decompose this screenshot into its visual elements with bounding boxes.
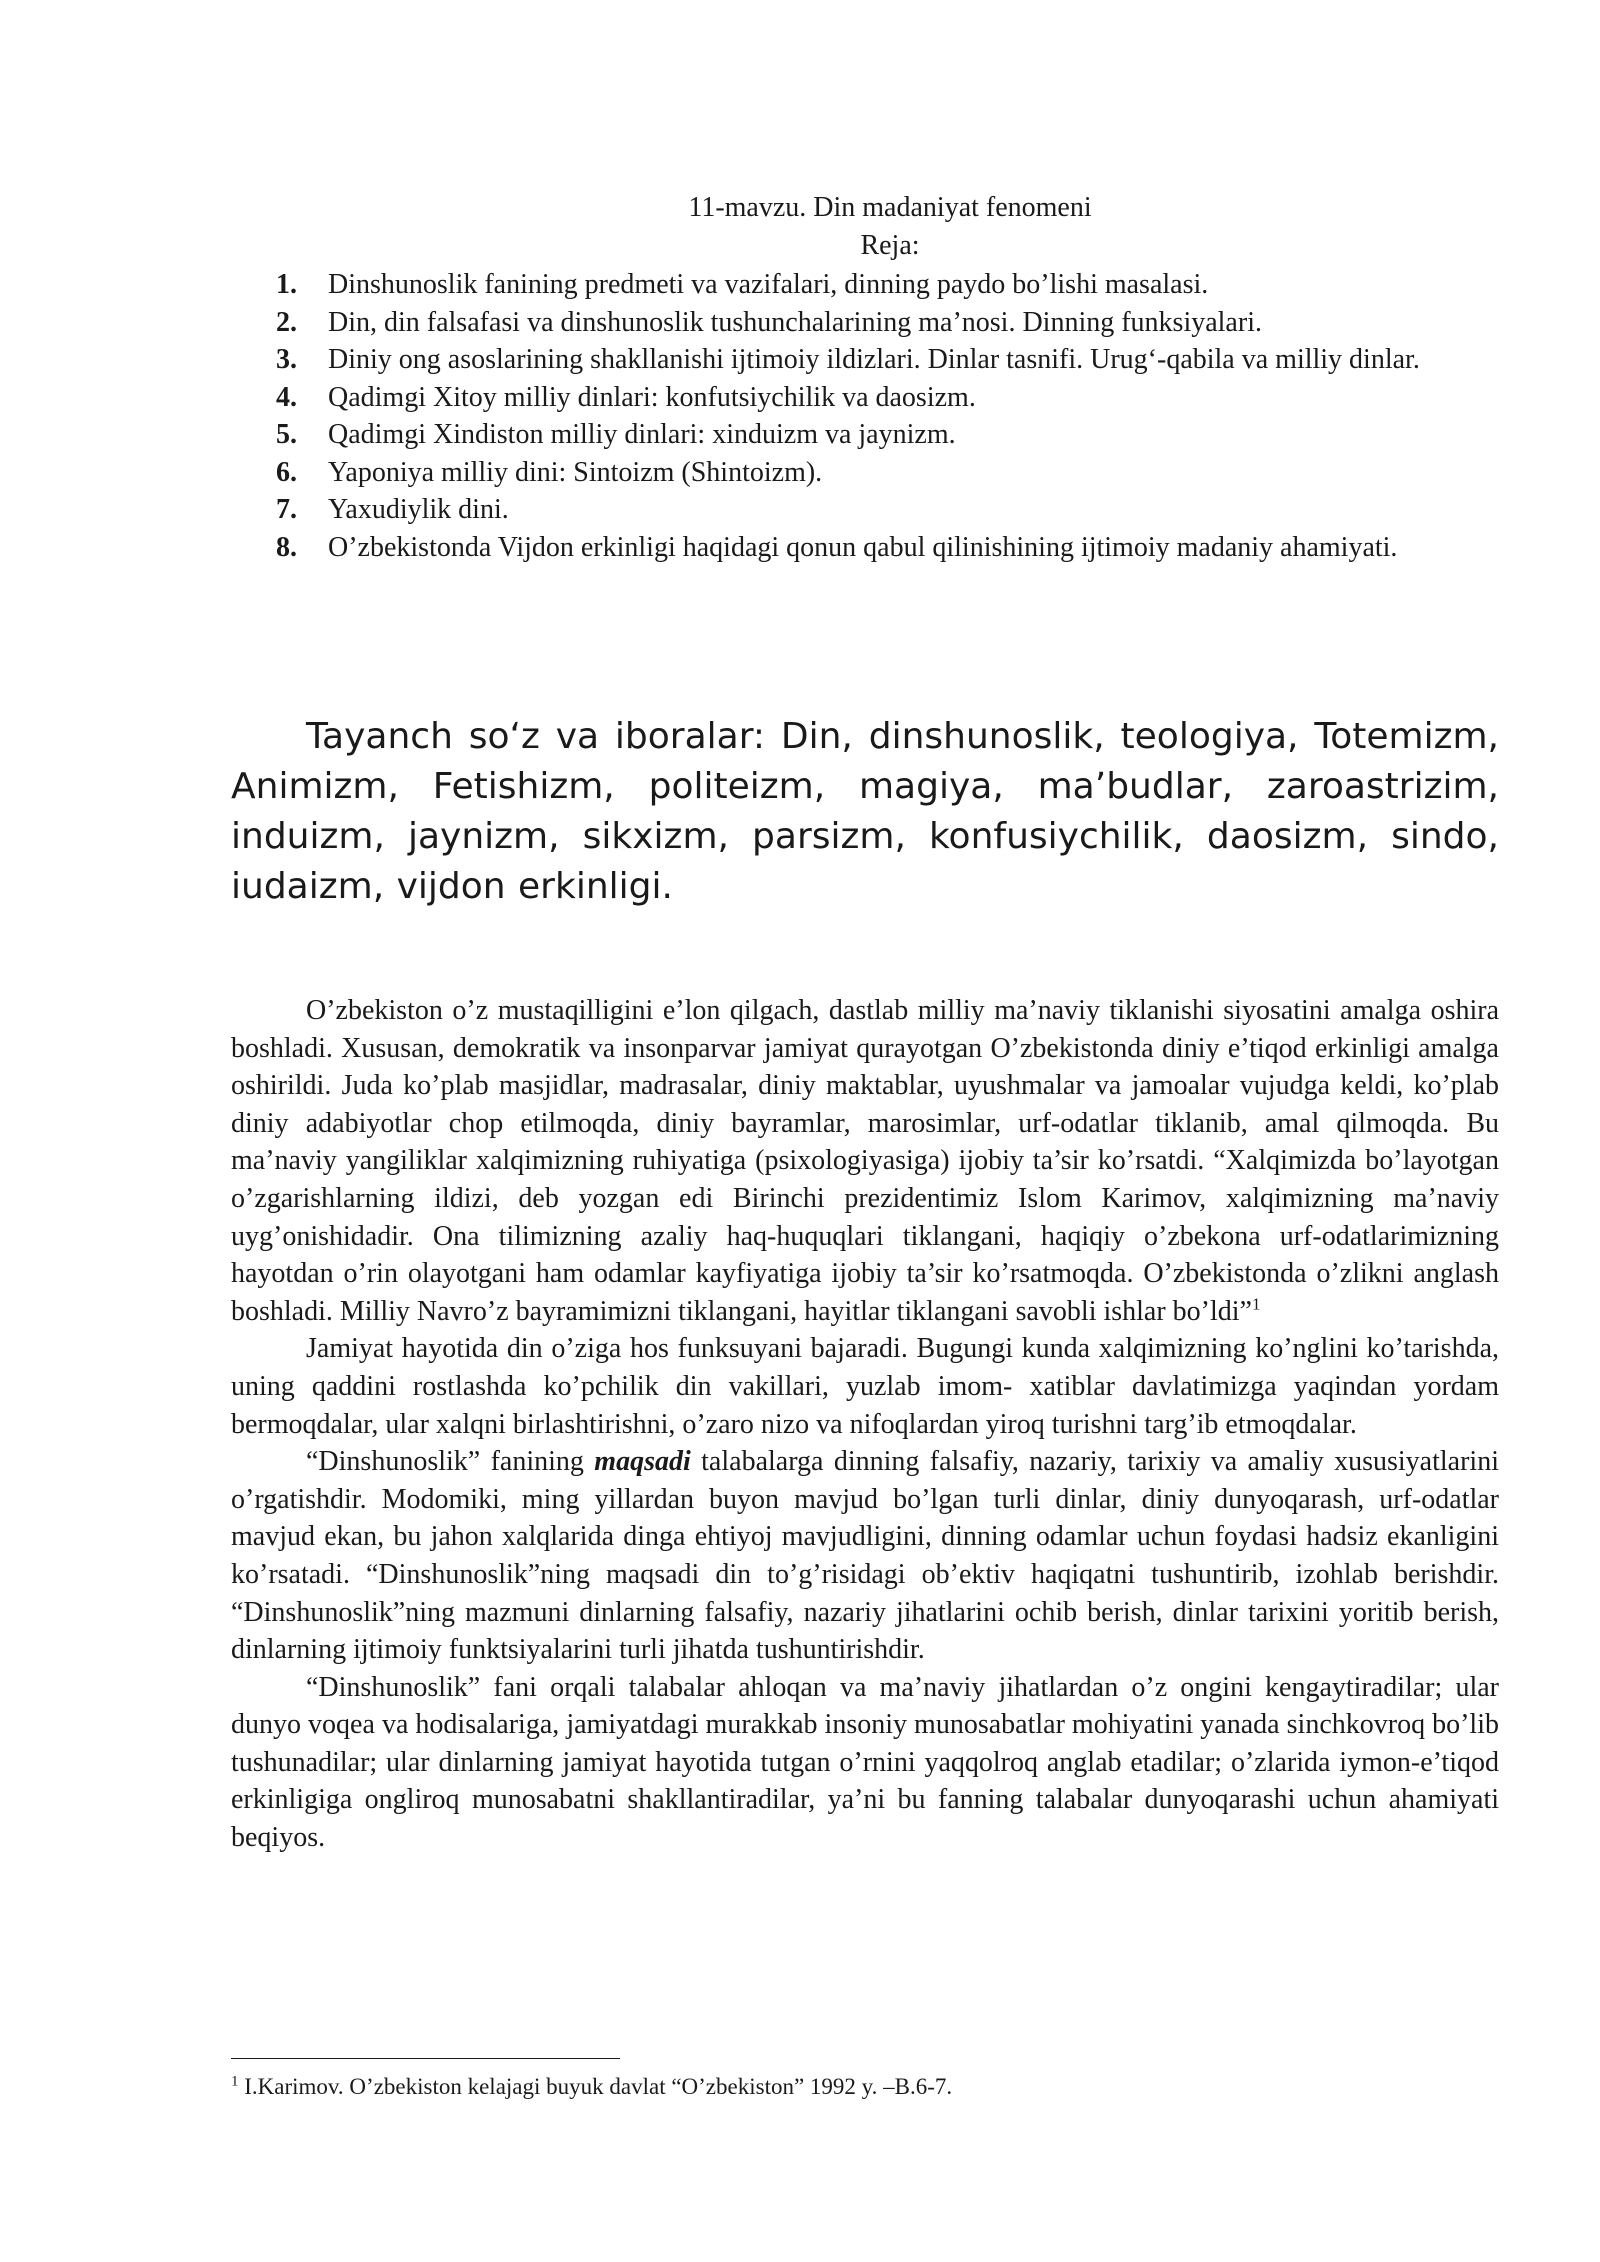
body-paragraph: Jamiyat hayotida din o’ziga hos funksuyani bajaradi. Bugungi kunda xalqimizning ko’nglini ko’tarishda, uning qaddini rostlashda ko’pchilik din vakillari, yuzlab imom- xatiblar davlatimizga yaqindan yordam bermoqdalar, ular xalqni birlashtirishni, o’zaro nizo va nifoqlardan yiroq turishni targ’ib etmoqdalar. <box>231 1333 1499 1440</box>
body-paragraph: “Dinshunoslik” fanining maqsadi talabalarga dinning falsafiy, nazariy, tarixiy va amaliy xususiyatlarini o’rgatishdir. Modomiki, ming yillardan buyon mavjud bo’lgan turli dinlar, diniy dunyoqarash, urf-odatlar mavjud ekan, bu jahon xalqlarida dinga ehtiyoj mavjudligini, dinning odamlar uchun foydasi hadsiz ekanligini ko’rsatadi. “Dinshunoslik”ning maqsadi din to’g’risidagi ob’ektiv haqiqatni tushuntirib, izohlab berishdir. “Dinshunoslik”ning mazmuni dinlarning falsafiy, nazariy jihatlarini ochib berish, dinlar tarixini yoritib berish, dinlarning ijtimoiy funktsiyalarini turli jihatda tushuntirishdir. <box>231 1446 1499 1666</box>
plan-item: 3. Diniy ong asoslarining shakllanishi ijtimoiy ildizlari. Dinlar tasnifi. Urug‘-qabila va milliy dinlar. <box>276 344 1420 375</box>
plan-label: Reja: <box>860 230 920 261</box>
body-text <box>231 992 1499 1857</box>
lesson-title: 11-mavzu. Din madaniyat fenomeni <box>688 192 1092 223</box>
plan-item: 1. Dinshunoslik fanining predmeti va vazifalari, dinning paydo bo’lishi masalasi. <box>276 269 1209 300</box>
plan-item: 5. Qadimgi Xindiston milliy dinlari: xinduizm va jaynizm. <box>276 419 956 450</box>
keywords-paragraph: Tayanch so‘z va iboralar: Din, dinshunoslik, teologiya, Totemizm, Animizm, Fetishizm, politeizm, magiya, ma’budlar, zaroastrizim, induizm, jaynizm, sikxizm, parsizm, konfusiychilik, daosizm, sindo, iudaizm, vijdon erkinligi. <box>231 716 1499 907</box>
plan-item: 8. O’zbekistonda Vijdon erkinligi haqidagi qonun qabul qilinishining ijtimoiy madaniy ahamiyati. <box>276 531 1398 563</box>
emphasis-term: maqsadi <box>594 1446 691 1478</box>
plan-item: 4. Qadimgi Xitoy milliy dinlari: konfutsiychilik va daosizm. <box>276 381 976 413</box>
plan-item: 7. Yaxudiylik dini. <box>276 494 509 525</box>
plan-item: 6. Yaponiya milliy dini: Sintoizm (Shintoizm). <box>276 456 823 488</box>
plan-list <box>276 266 1500 566</box>
footnote: $^1$ I.Karimov. O’zbekiston kelajagi buyuk davlat “O’zbekiston” 1992 y. –B.6-7. <box>231 2073 953 2099</box>
body-paragraph: O’zbekiston o’z mustaqilligini e’lon qilgach, dastlab milliy ma’naviy tiklanishi siyosatini amalga oshira boshladi. Xususan, demokratik va insonparvar jamiyat qurayotgan O’zbekistonda diniy e’tiqod erkinligi amalga oshirildi. Juda ko’plab masjidlar, madrasalar, diniy maktablar, uyushmalar va jamoalar vujudga keldi, ko’plab diniy adabiyotlar chop etilmoqda, diniy bayramlar, marosimlar, urf-odatlar tiklanib, amal qilmoqda. Bu ma’naviy yangiliklar xalqimizning ruhiyatiga (psixologiyasiga) ijobiy ta’sir ko’rsatdi. “Xalqimizda bo’layotgan o’zgarishlarning ildizi, deb yozgan edi Birinchi prezidentimiz Islom Karimov, xalqimizning ma’naviy uyg’onishidadir. Ona tilimizning azaliy haq-huquqlari tiklangani, haqiqiy o’zbekona urf-odatlarimizning hayotdan o’rin olayotgani ham odamlar kayfiyatiga ijobiy ta’sir ko’rsatmoqda. O’zbekistonda o’zlikni anglash boshladi. Milliy Navro’z bayramimizni tiklangani, hayitlar tiklangani savobli ishlar bo’ldi”$^1$ <box>231 995 1499 1327</box>
plan-item: 2. Din, din falsafasi va dinshunoslik tushunchalarining ma’nosi. Dinning funksiyalari. <box>276 306 1262 338</box>
body-paragraph: “Dinshunoslik” fani orqali talabalar ahloqan va ma’naviy jihatlardan o’z ongini kengaytiradilar; ular dunyo voqea va hodisalariga, jamiyatdagi murakkab insoniy munosabatlar mohiyatini yanada sinchkovroq bo’lib tushunadilar; ular dinlarning jamiyat hayotida tutgan o’rnini yaqqolroq anglab etadilar; o’zlarida iymon-e’tiqod erkinligiga ongliroq munosabatni shakllantiradilar, ya’ni bu fanning talabalar dunyoqarashi uchun ahamiyati beqiyos. <box>231 1671 1499 1854</box>
footnote-reference[interactable]: 1 <box>1252 1294 1261 1314</box>
footnote-separator <box>231 2058 620 2059</box>
